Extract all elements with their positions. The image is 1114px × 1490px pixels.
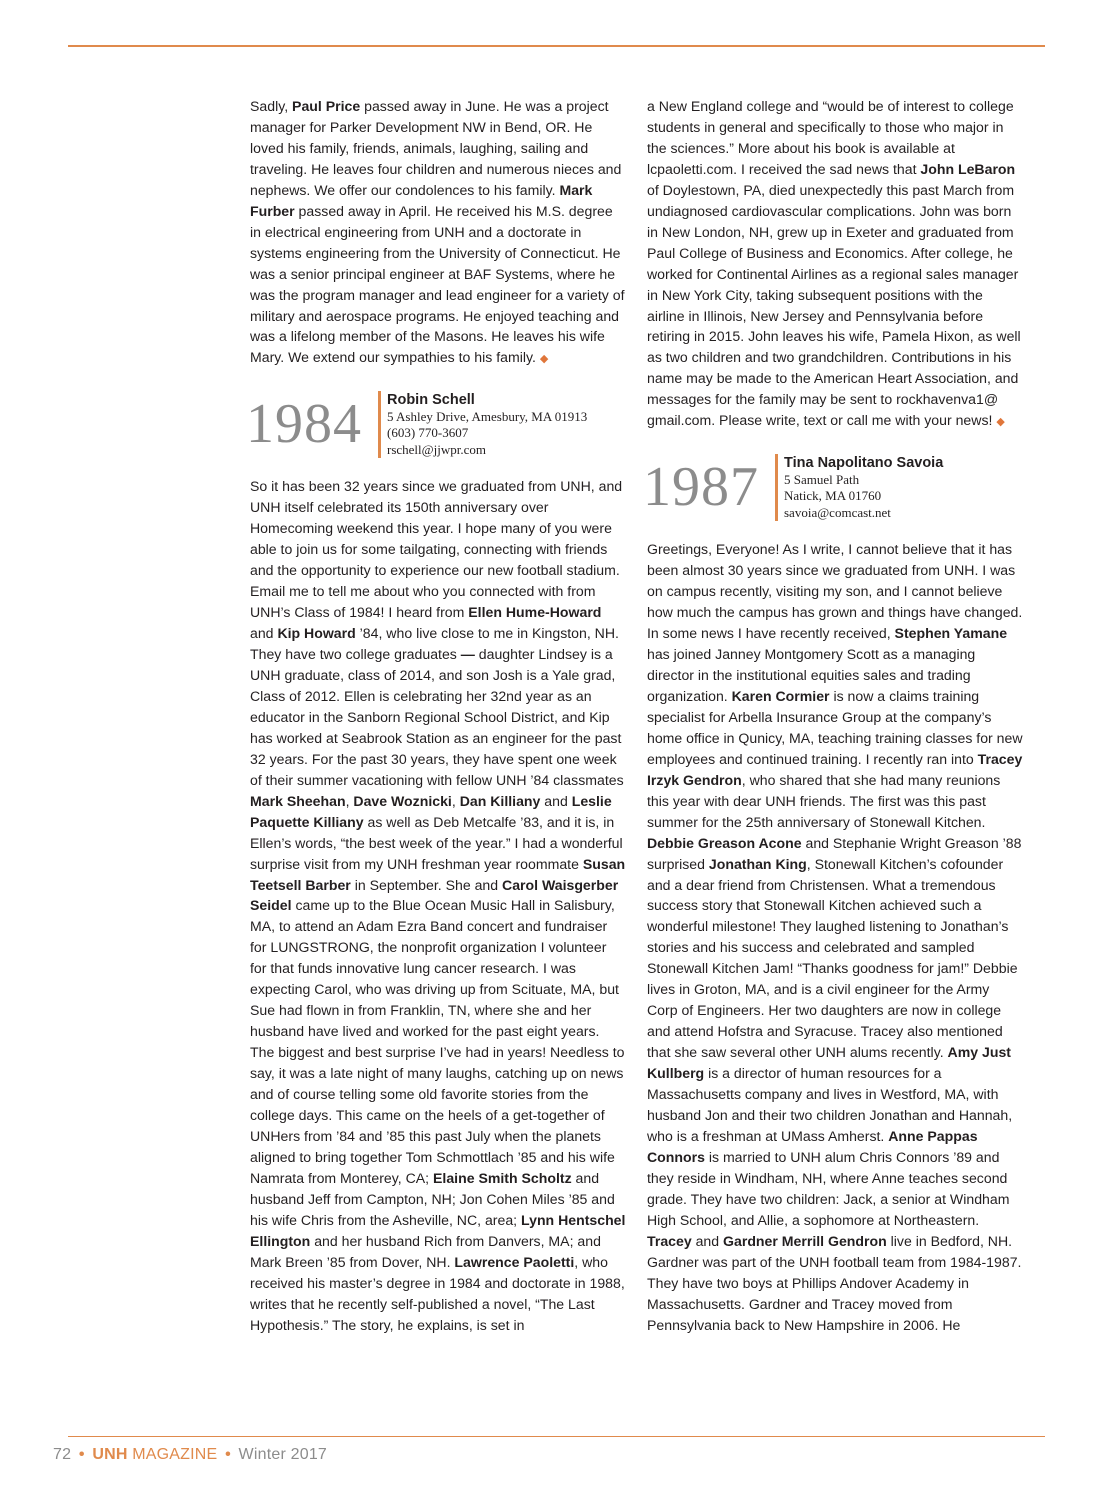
bold-name: Gardner Merrill Gendron [723, 1232, 887, 1249]
text-run: daughter Lindsey is a UNH graduate, class of 2014, and son Josh is a Yale grad, Class of 2012. Ellen is celebrating her 32nd year as an educator in the Sanborn Regional School District, and Kip has worked at Seabrook Station as an engineer for the past 32 years. For the past 30 years, they have spent one week of their summer vacationing with fellow UNH ’84 classmates [250, 646, 624, 788]
top-rule [68, 45, 1045, 47]
bold-name: Dave Woznicki [353, 792, 452, 809]
right-column [643, 96, 1023, 1335]
correspondent-name: Robin Schell [387, 391, 475, 408]
bold-name: Jonathan King [708, 855, 807, 872]
page-footer [53, 1446, 327, 1464]
text-run: is a director of human resources for a Massachusetts company and lives in Westford, MA, with husband Jon and their two children Jonathan and Hannah, who is a freshman at UMass Amherst. [647, 1065, 1013, 1144]
correspondent-address-line2: Natick, MA 01760 [784, 488, 882, 503]
diamond-icon: ◆ [539, 353, 549, 366]
text-run: , [345, 792, 354, 809]
text-run: as well as Deb Metcalfe ’83, and it is, in Ellen’s words, “the best week of the year.” I had a wonderful surprise visit from my UNH freshman year roommate [250, 813, 623, 872]
text-run: Sadly, [250, 98, 293, 114]
bold-name: Karen Cormier [731, 687, 830, 704]
bold-name: Stephen Yamane [894, 625, 1008, 642]
correspondent-email[interactable]: savoia@comcast.net [784, 504, 891, 520]
class-1987-notes [647, 539, 1023, 1335]
text-run: ’84, who live close to me in Kingston, NH. They have two college graduates [250, 625, 619, 663]
class-year-1987: 1987 [643, 456, 759, 519]
bold-name: Lawrence Paoletti [454, 1253, 575, 1270]
text-run: came up to the Blue Ocean Music Hall in Salisbury, MA, to attend an Adam Ezra Band concert and fundraiser for LUNGSTRONG, the nonprofit organization I volunteer for that funds innovative lung cancer research. I was expecting Carol, who was driving up from Scituate, MA, but Sue had flown in from Franklin, TN, where she and her husband have lived and worked for the past eight years. The biggest and best surprise I’ve had in years! Needless to say, it was a late night of many laughs, catching up on news and of course telling some old favorite stories from the college days. This came on the heels of a get-together of UNHers from ’84 and ’85 this past July when the planets aligned to bring together Tom Schmottlach ’85 and his wife Namrata from Monterey, CA; [250, 897, 625, 1186]
bold-name: Leslie Paquette Killiany [250, 792, 612, 830]
text-run: So it has been 32 years since we graduated from UNH, and UNH itself celebrated its 150th anniversary over Homecoming weekend this year. I hope many of you were able to join us for some tailgating, connecting with friends and the opportunity to experience our new football stadium. Email me to tell me about who you connected with from UNH’s Class of 1984! I heard from [250, 478, 623, 621]
magazine-brand-rest: MAGAZINE [132, 1446, 218, 1463]
text-run: , who received his master’s degree in 1984 and doctorate in 1988, writes that he recently self-published a novel, “The Last Hypothesis.” The story, he explains, is set in [250, 1253, 625, 1333]
bold-name: Susan Teetsell Barber [250, 855, 626, 893]
class-correspondent-1984 [378, 391, 587, 459]
footer-separator: • [225, 1446, 231, 1463]
issue-label: Winter 2017 [238, 1446, 328, 1463]
correspondent-email[interactable]: rschell@jjwpr.com [387, 441, 486, 457]
text-run: in September. She and [350, 876, 503, 893]
bold-name: Debbie Greason Acone [647, 834, 802, 851]
name-paul-price: Paul Price [292, 98, 361, 114]
text-run: and [691, 1232, 724, 1249]
bold-name: Anne Pappas Connors [647, 1127, 978, 1165]
text-run: live in Bedford, NH. Gardner was part of the UNH football team from 1984-1987. They have two boys at Phillips Andover Academy in Massachusetts. Gardner and Tracey moved from Pennsylvania back to New Hampshire in 2006. He [647, 1232, 1022, 1333]
bold-name: Lynn Hentschel Ellington [250, 1211, 626, 1249]
name-john-lebaron: John LeBaron [920, 160, 1016, 177]
bold-name: Ellen Hume-Howard [468, 604, 602, 621]
text-run: , Stonewall Kitchen’s cofounder and a dear friend from Christensen. What a tremendous success story that Stonewall Kitchen achieved such a wonderful milestone! They laughed listening to Jonathan’s stories and his success and celebrated and sampled Stonewall Kitchen Jam! “Thanks goodness for jam!” Debbie lives in Groton, MA, and is a civil engineer for the Army Corp of Engineers. Her two daughters are now in college and attend Hofstra and Syracuse. Tracey also mentioned that she saw several other UNH alums recently. [647, 855, 1018, 1061]
name-mark-furber: Mark Furber [250, 181, 593, 219]
class-1987-header [643, 450, 1023, 524]
correspondent-address-line1: 5 Samuel Path [784, 471, 860, 487]
text-run: has joined Janney Montgomery Scott as a managing director in the institutional equities sales and trading organization. [647, 646, 976, 704]
bold-name: Mark Sheehan [250, 792, 346, 809]
text-run: and husband Jeff from Campton, NH; Jon Cohen Miles ’85 and his wife Chris from the Asheville, NC, area; [250, 1169, 615, 1228]
class-correspondent-1987 [775, 454, 943, 522]
correspondent-phone: (603) 770-3607 [387, 425, 469, 441]
class-1984-header [246, 387, 626, 461]
class-1984-notes [250, 476, 626, 1335]
text-run: of Doylestown, PA, died unexpectedly this past March from undiagnosed cardiovascular complications. John was born in New London, NH, grew up in Exeter and graduated from Paul College of Business and Economics. After college, he worked for Continental Airlines as a regional sales manager in New York City, taking subsequent positions with the airline in Illinois, New Jersey and Pennsylvania before retiring in 2015. John leaves his wife, Pamela Hixon, as well as two children and two grandchildren. Contributions in his name may be made to the American Heart Association, and messages for the family may be sent to rockhavenva1@ gmail.com. Please write, text or call me with your news! [647, 181, 1021, 429]
text-run: passed away in June. He was a project manager for Parker Development NW in Bend, OR. He loved his family, friends, animals, laughing, sailing and traveling. He leaves four children and numerous nieces and nephews. We offer our condolences to his family. [250, 98, 622, 198]
continued-paragraph [647, 96, 1023, 433]
text-run: is married to UNH alum Chris Connors ’89 and they reside in Windham, NH, where Anne teaches second grade. They have two children: Jack, a senior at Windham High School, and Allie, a sophomore at Northeastern. [647, 1148, 1010, 1228]
text-run: , who shared that she had many reunions this year with dear UNH friends. The first was this past summer for the 25th anniversary of Stonewall Kitchen. [647, 771, 1001, 830]
text-run: is now a claims training specialist for Arbella Insurance Group at the company’s home office in Qunicy, MA, teaching training classes for new employees and continued training. I recently ran into [647, 687, 1023, 767]
text-run: and her husband Rich from Danvers, MA; and Mark Breen ’85 from Dover, NH. [250, 1232, 601, 1270]
page-number: 72 [53, 1446, 72, 1463]
correspondent-name: Tina Napolitano Savoia [784, 454, 944, 471]
class-year-1984: 1984 [246, 393, 362, 456]
bold-name: Elaine Smith Scholtz [433, 1169, 572, 1186]
correspondent-address: 5 Ashley Drive, Amesbury, MA 01913 [387, 408, 588, 424]
text-run: a New England college and “would be of interest to college students in general and specifically to those who major in the sciences.” More about his book is available at lcpaoletti.com. I received the sad news that [647, 98, 1014, 177]
text-run: and [250, 625, 278, 642]
text-run: , [451, 792, 460, 809]
text-run: Greetings, Everyone! As I write, I cannot believe that it has been almost 30 years since we graduated from UNH. I was on campus recently, visiting my son, and I cannot believe how much the campus has grown and things have changed. In some news I have recently received, [647, 541, 1023, 642]
footer-separator: • [78, 1446, 85, 1463]
magazine-brand-bold: UNH [92, 1446, 128, 1463]
text-run: and [540, 792, 572, 809]
diamond-icon: ◆ [996, 416, 1005, 429]
text-run: and Stephanie Wright Greason ’88 surprised [647, 834, 1022, 872]
bottom-rule [68, 1436, 1045, 1437]
left-column [246, 96, 626, 1335]
bold-name: Tracey Irzyk Gendron [647, 750, 1023, 788]
intro-paragraph [250, 96, 626, 370]
bold-name: Kip Howard [277, 625, 356, 642]
bold-name: Dan Killiany [459, 792, 541, 809]
bold-name: Amy Just Kullberg [647, 1044, 1011, 1082]
bold-name: Carol Waisgerber Seidel [250, 876, 619, 914]
text-run: passed away in April. He received his M.S. degree in electrical engineering from UNH and a doctorate in systems engineering from the University of Connecticut. He was a senior principal engineer at BAF Systems, where he was the program manager and lead engineer for a variety of military and aerospace programs. He enjoyed teaching and was a lifelong member of the Masons. He leaves his wife Mary. We extend our sympathies to his family. [250, 202, 625, 366]
em-dash: — [460, 646, 475, 663]
bold-name: Tracey [647, 1232, 692, 1249]
